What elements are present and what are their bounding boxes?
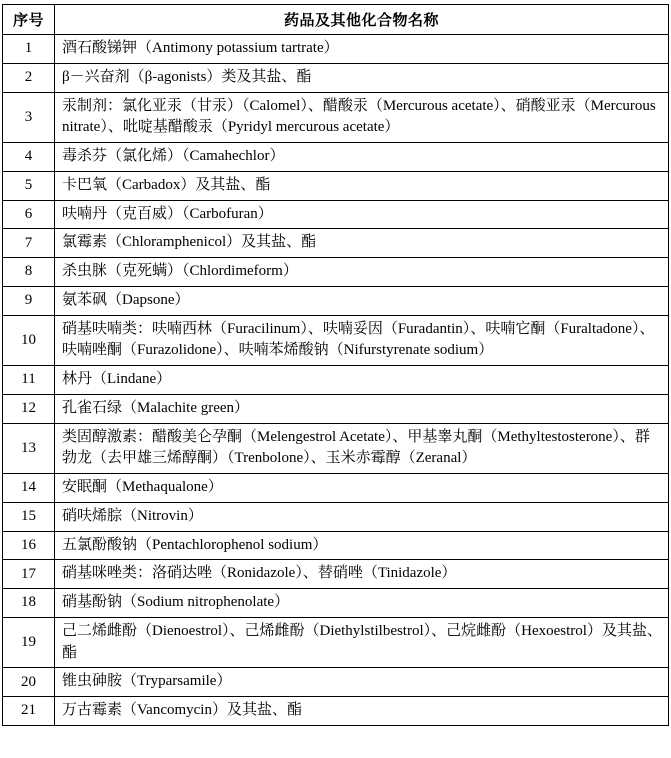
table-row xyxy=(3,286,669,315)
row-compound-name: 卡巴氧（Carbadox）及其盐、酯 xyxy=(55,171,669,200)
table-header xyxy=(3,5,669,35)
row-compound-name: 万古霉素（Vancomycin）及其盐、酯 xyxy=(55,697,669,726)
row-compound-name: 类固醇激素：醋酸美仑孕酮（Melengestrol Acetate）、甲基睾丸酮（Methyltestosterone）、群勃龙（去甲雄三烯醇酮）（Trenbolone）、玉米赤霉醇（Zeranal） xyxy=(55,423,669,474)
table-row xyxy=(3,560,669,589)
table-row xyxy=(3,35,669,64)
row-compound-name: 硝基呋喃类：呋喃西林（Furacilinum）、呋喃妥因（Furadantin）、呋喃它酮（Furaltadone）、呋喃唑酮（Furazolidone）、呋喃苯烯酸钠（Nifurstyrenate sodium） xyxy=(55,315,669,366)
table-body xyxy=(3,35,669,726)
row-compound-name: 酒石酸锑钾（Antimony potassium tartrate） xyxy=(55,35,669,64)
row-compound-name: 氨苯砜（Dapsone） xyxy=(55,286,669,315)
row-compound-name: 汞制剂：氯化亚汞（甘汞）（Calomel）、醋酸汞（Mercurous acetate）、硝酸亚汞（Mercurous nitrate）、吡啶基醋酸汞（Pyridyl mercurous acetate） xyxy=(55,92,669,143)
table-row xyxy=(3,697,669,726)
table-row xyxy=(3,423,669,474)
row-compound-name: 呋喃丹（克百威）（Carbofuran） xyxy=(55,200,669,229)
banned-compounds-table xyxy=(2,4,669,726)
row-compound-name: β－兴奋剂（β-agonists）类及其盐、酯 xyxy=(55,63,669,92)
table-row xyxy=(3,502,669,531)
row-index: 3 xyxy=(3,92,55,143)
row-index: 1 xyxy=(3,35,55,64)
row-index: 15 xyxy=(3,502,55,531)
row-index: 5 xyxy=(3,171,55,200)
row-compound-name: 杀虫脒（克死螨）（Chlordimeform） xyxy=(55,258,669,287)
column-header-index: 序号 xyxy=(3,5,55,35)
row-compound-name: 林丹（Lindane） xyxy=(55,366,669,395)
row-compound-name: 己二烯雌酚（Dienoestrol）、己烯雌酚（Diethylstilbestrol）、己烷雌酚（Hexoestrol）及其盐、酯 xyxy=(55,617,669,668)
column-header-name: 药品及其他化合物名称 xyxy=(55,5,669,35)
table-row xyxy=(3,92,669,143)
row-compound-name: 锥虫砷胺（Tryparsamile） xyxy=(55,668,669,697)
row-compound-name: 硝基酚钠（Sodium nitrophenolate） xyxy=(55,589,669,618)
row-index: 16 xyxy=(3,531,55,560)
row-index: 14 xyxy=(3,474,55,503)
table-header-row xyxy=(3,5,669,35)
table-row xyxy=(3,668,669,697)
row-compound-name: 氯霉素（Chloramphenicol）及其盐、酯 xyxy=(55,229,669,258)
table-row xyxy=(3,258,669,287)
row-index: 12 xyxy=(3,394,55,423)
table-row xyxy=(3,394,669,423)
row-index: 6 xyxy=(3,200,55,229)
row-index: 4 xyxy=(3,143,55,172)
table-row xyxy=(3,143,669,172)
row-index: 9 xyxy=(3,286,55,315)
table-row xyxy=(3,171,669,200)
table-row xyxy=(3,366,669,395)
table-row xyxy=(3,63,669,92)
table-row xyxy=(3,531,669,560)
row-index: 21 xyxy=(3,697,55,726)
table-row xyxy=(3,474,669,503)
row-compound-name: 五氯酚酸钠（Pentachlorophenol sodium） xyxy=(55,531,669,560)
row-index: 11 xyxy=(3,366,55,395)
row-index: 7 xyxy=(3,229,55,258)
row-compound-name: 硝呋烯腙（Nitrovin） xyxy=(55,502,669,531)
row-index: 2 xyxy=(3,63,55,92)
table-row xyxy=(3,589,669,618)
row-index: 10 xyxy=(3,315,55,366)
table-row xyxy=(3,617,669,668)
table-row xyxy=(3,229,669,258)
row-index: 20 xyxy=(3,668,55,697)
table-row xyxy=(3,315,669,366)
row-index: 13 xyxy=(3,423,55,474)
row-index: 8 xyxy=(3,258,55,287)
table-row xyxy=(3,200,669,229)
row-compound-name: 毒杀芬（氯化烯）（Camahechlor） xyxy=(55,143,669,172)
row-index: 19 xyxy=(3,617,55,668)
row-compound-name: 硝基咪唑类：洛硝达唑（Ronidazole）、替硝唑（Tinidazole） xyxy=(55,560,669,589)
row-index: 17 xyxy=(3,560,55,589)
row-compound-name: 安眠酮（Methaqualone） xyxy=(55,474,669,503)
row-index: 18 xyxy=(3,589,55,618)
row-compound-name: 孔雀石绿（Malachite green） xyxy=(55,394,669,423)
